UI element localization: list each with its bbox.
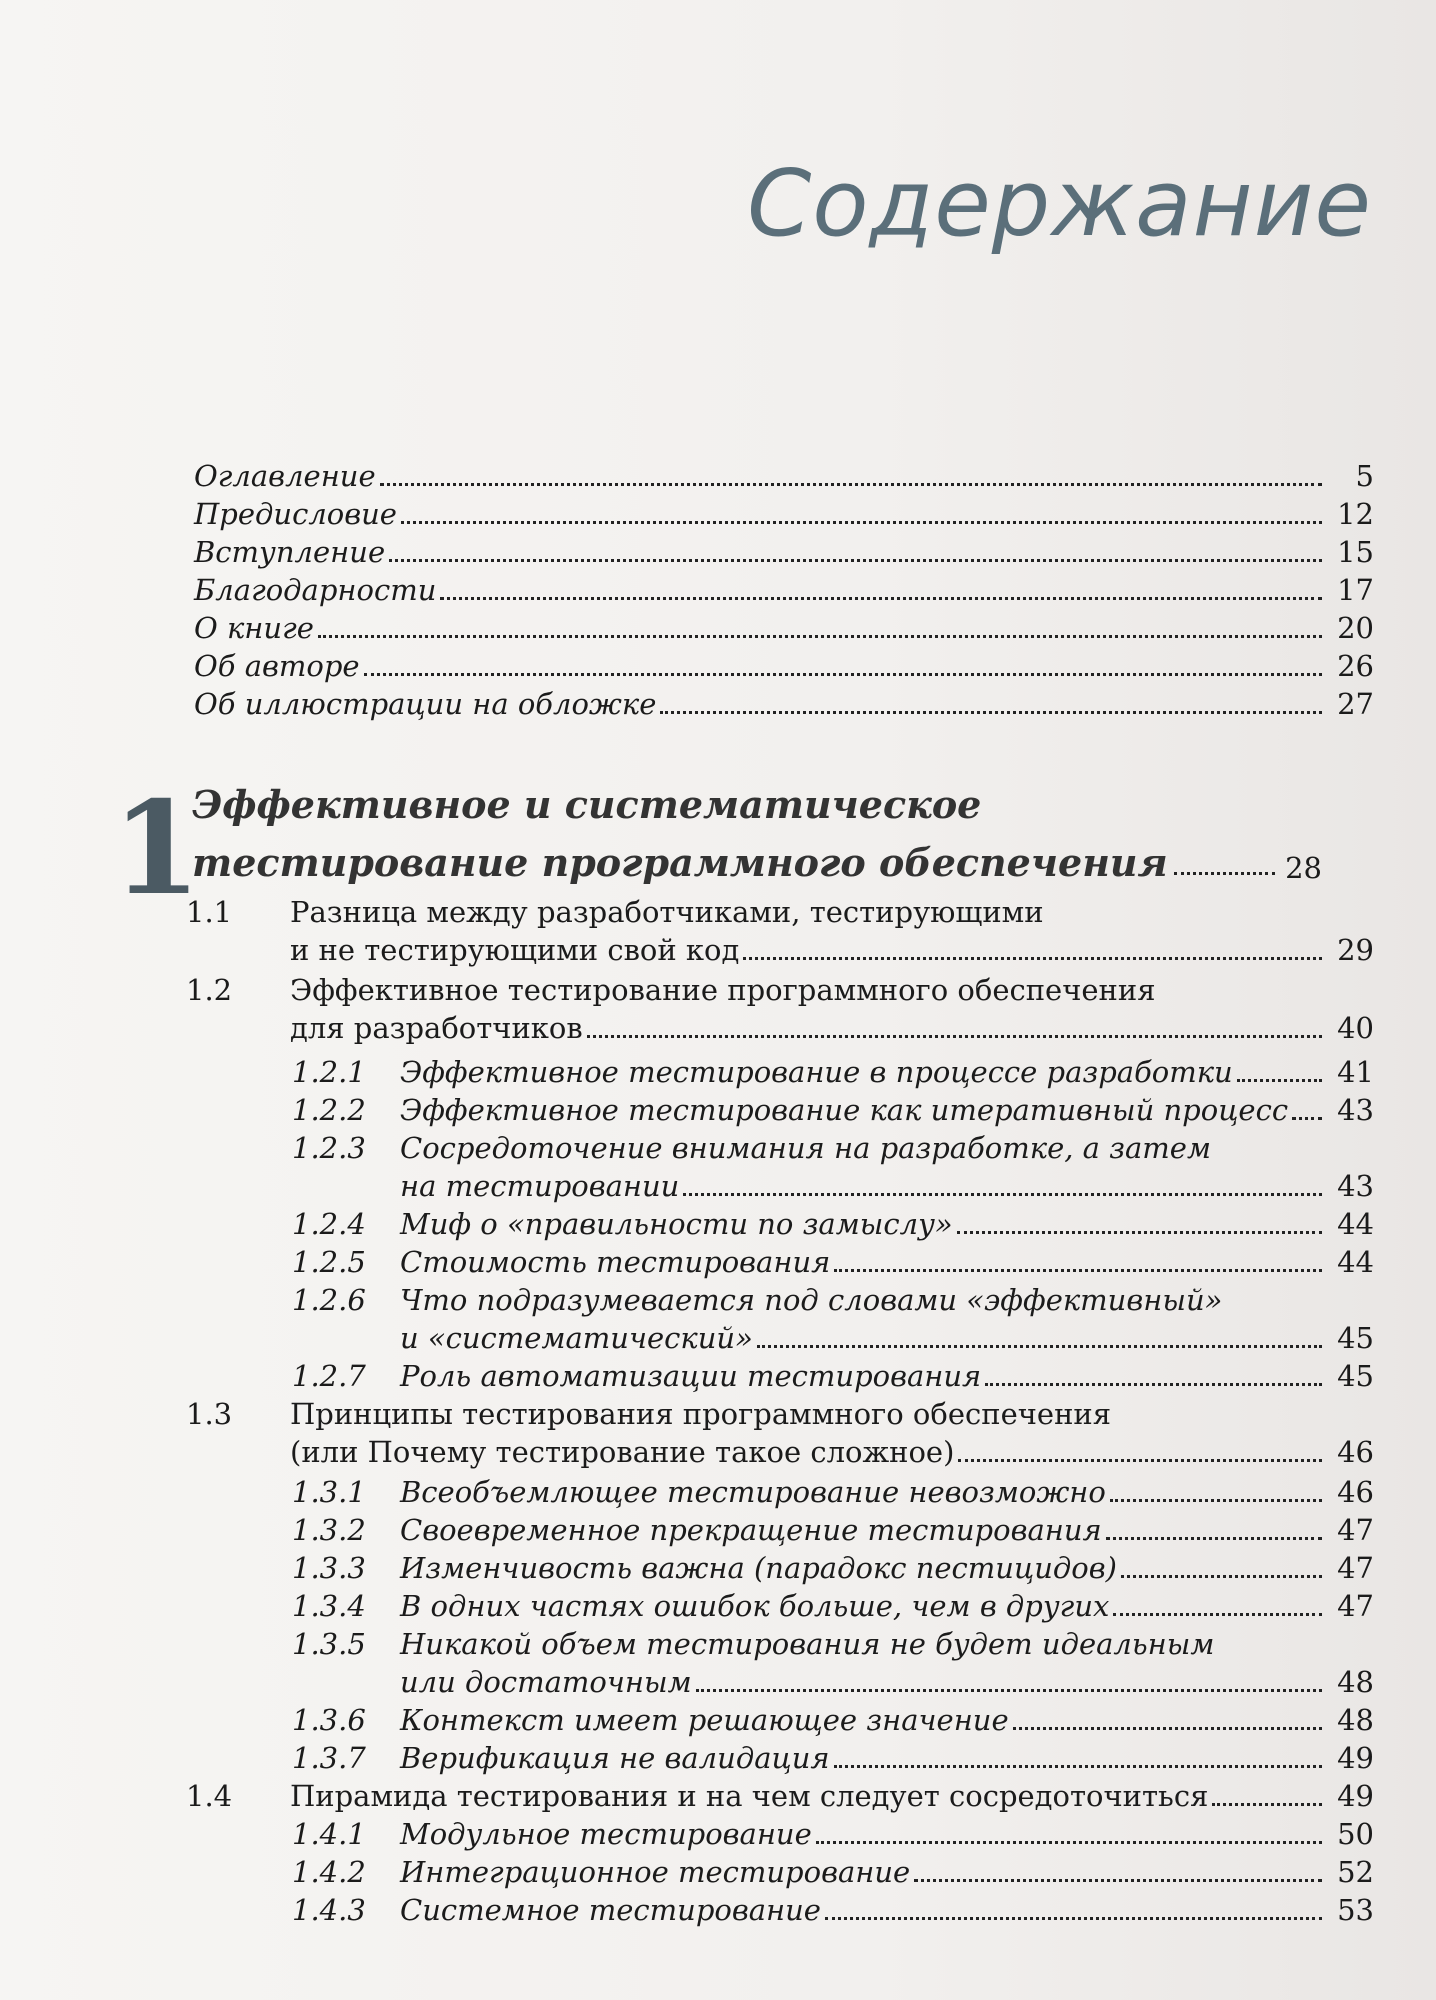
toc-section-item[interactable] bbox=[400, 1054, 1374, 1090]
toc-front-item[interactable] bbox=[194, 534, 1374, 570]
toc-entry-title: Стоимость тестирования bbox=[400, 1245, 831, 1279]
dot-leader bbox=[1113, 1613, 1322, 1616]
toc-entry-title: Системное тестирование bbox=[400, 1893, 821, 1927]
section-number: 1.2.3 bbox=[292, 1131, 366, 1165]
toc-section-item[interactable] bbox=[400, 1320, 1374, 1356]
toc-entry-title: и не тестирующими свой код bbox=[290, 933, 740, 967]
section-number: 1.3.3 bbox=[292, 1551, 366, 1585]
section-number: 1.2.2 bbox=[292, 1093, 366, 1127]
toc-entry-title: для разработчиков bbox=[290, 1011, 583, 1045]
dot-leader bbox=[1237, 1079, 1322, 1082]
toc-front-item[interactable] bbox=[194, 648, 1374, 684]
dot-leader bbox=[587, 1035, 1322, 1038]
toc-section-item[interactable] bbox=[290, 1434, 1374, 1470]
dot-leader bbox=[957, 1231, 1322, 1234]
section-number: 1.2.7 bbox=[292, 1359, 366, 1393]
section-number: 1.2.6 bbox=[292, 1283, 366, 1317]
toc-page-number: 49 bbox=[1337, 1779, 1374, 1813]
toc-front-item[interactable] bbox=[194, 458, 1374, 494]
toc-section-item[interactable] bbox=[290, 1010, 1374, 1046]
section-number: 1.2.4 bbox=[292, 1207, 366, 1241]
toc-page-number: 20 bbox=[1337, 611, 1374, 645]
section-number: 1.2 bbox=[186, 973, 233, 1007]
dot-leader bbox=[380, 483, 1322, 486]
toc-section-item[interactable] bbox=[400, 1892, 1374, 1928]
dot-leader bbox=[1110, 1499, 1322, 1502]
toc-page-number: 40 bbox=[1337, 1011, 1374, 1045]
toc-page-number: 45 bbox=[1337, 1359, 1374, 1393]
toc-entry-title: Пирамида тестирования и на чем следует сосредоточиться bbox=[290, 1779, 1209, 1813]
toc-page-number: 12 bbox=[1337, 497, 1374, 531]
dot-leader bbox=[816, 1841, 1322, 1844]
section-number: 1.4 bbox=[186, 1779, 233, 1813]
toc-page-number: 26 bbox=[1337, 649, 1374, 683]
chapter-number: 1 bbox=[112, 774, 202, 924]
section-number: 1.3.4 bbox=[292, 1589, 366, 1623]
section-number: 1.2.1 bbox=[292, 1055, 366, 1089]
toc-page-number: 41 bbox=[1337, 1055, 1374, 1089]
toc-entry-title: Всеобъемлющее тестирование невозможно bbox=[400, 1475, 1106, 1509]
toc-entry-title: и «систематический» bbox=[400, 1321, 753, 1355]
toc-section-item[interactable] bbox=[400, 1702, 1374, 1738]
toc-section-item[interactable] bbox=[400, 1358, 1374, 1394]
toc-entry-title: Об авторе bbox=[194, 649, 360, 683]
toc-page-number: 43 bbox=[1337, 1169, 1374, 1203]
toc-entry-title: Об иллюстрации на обложке bbox=[194, 687, 657, 721]
toc-entry-title: Интеграционное тестирование bbox=[400, 1855, 911, 1889]
toc-section-item[interactable] bbox=[400, 1816, 1374, 1852]
toc-entry-title: О книге bbox=[194, 611, 314, 645]
toc-page-number: 29 bbox=[1337, 933, 1374, 967]
toc-entry-title: Эффективное тестирование в процессе разработки bbox=[400, 1055, 1233, 1089]
dot-leader bbox=[1121, 1575, 1322, 1578]
toc-section-item[interactable] bbox=[400, 1740, 1374, 1776]
toc-front-item[interactable] bbox=[194, 686, 1374, 722]
toc-section-item[interactable] bbox=[400, 1512, 1374, 1548]
toc-entry-title-line: Сосредоточение внимания на разработке, а затем bbox=[400, 1131, 1211, 1165]
toc-entry-title-line: Что подразумевается под словами «эффективный» bbox=[400, 1283, 1223, 1317]
dot-leader bbox=[696, 1689, 1322, 1692]
dot-leader bbox=[1292, 1117, 1322, 1120]
toc-page-number: 43 bbox=[1337, 1093, 1374, 1127]
toc-section-item[interactable] bbox=[400, 1854, 1374, 1890]
section-number: 1.3.1 bbox=[292, 1475, 366, 1509]
toc-page-number: 46 bbox=[1337, 1475, 1374, 1509]
toc-section-item[interactable] bbox=[400, 1664, 1374, 1700]
toc-section-item[interactable] bbox=[400, 1588, 1374, 1624]
dot-leader bbox=[834, 1765, 1322, 1768]
dot-leader bbox=[318, 635, 1322, 638]
toc-page-number: 46 bbox=[1337, 1435, 1374, 1469]
section-number: 1.3.6 bbox=[292, 1703, 366, 1737]
toc-entry-title: Изменчивость важна (парадокс пестицидов) bbox=[400, 1551, 1117, 1585]
toc-entry-title-line: Эффективное тестирование программного обеспечения bbox=[290, 973, 1156, 1007]
dot-leader bbox=[825, 1917, 1322, 1920]
toc-entry-title-line: Никакой объем тестирования не будет идеальным bbox=[400, 1627, 1215, 1661]
page-title: Содержание bbox=[747, 150, 1372, 257]
dot-leader bbox=[1212, 1803, 1322, 1806]
toc-entry-title: Миф о «правильности по замыслу» bbox=[400, 1207, 953, 1241]
toc-entry-title: Роль автоматизации тестирования bbox=[400, 1359, 982, 1393]
toc-page-number: 27 bbox=[1337, 687, 1374, 721]
toc-page-number: 44 bbox=[1337, 1245, 1374, 1279]
toc-page-number: 45 bbox=[1337, 1321, 1374, 1355]
toc-section-item[interactable] bbox=[290, 932, 1374, 968]
dot-leader bbox=[683, 1193, 1322, 1196]
section-number: 1.4.1 bbox=[292, 1817, 366, 1851]
section-number: 1.1 bbox=[186, 895, 233, 929]
dot-leader bbox=[914, 1879, 1322, 1882]
toc-entry-title: Эффективное тестирование как итеративный процесс bbox=[400, 1093, 1289, 1127]
chapter-page-number: 28 bbox=[1285, 851, 1322, 885]
toc-entry-title: Оглавление bbox=[194, 459, 376, 493]
toc-section-item[interactable] bbox=[400, 1092, 1374, 1128]
toc-entry-title: (или Почему тестирование такое сложное) bbox=[290, 1435, 955, 1469]
toc-page-number: 50 bbox=[1337, 1817, 1374, 1851]
toc-entry-title-line: Принципы тестирования программного обеспечения bbox=[290, 1397, 1112, 1431]
toc-front-item[interactable] bbox=[194, 496, 1374, 532]
toc-entry-title: на тестировании bbox=[400, 1169, 680, 1203]
toc-front-item[interactable] bbox=[194, 610, 1374, 646]
toc-section-item[interactable] bbox=[290, 1778, 1374, 1814]
dot-leader bbox=[985, 1383, 1322, 1386]
section-number: 1.4.3 bbox=[292, 1893, 366, 1927]
toc-entry-title: Своевременное прекращение тестирования bbox=[400, 1513, 1102, 1547]
toc-entry-title: или достаточным bbox=[400, 1665, 692, 1699]
section-number: 1.3 bbox=[186, 1397, 233, 1431]
toc-section-item[interactable] bbox=[400, 1244, 1374, 1280]
dot-leader bbox=[1013, 1727, 1322, 1730]
dot-leader bbox=[1174, 872, 1275, 875]
toc-front-item[interactable] bbox=[194, 572, 1374, 608]
dot-leader bbox=[389, 559, 1322, 562]
section-number: 1.3.5 bbox=[292, 1627, 366, 1661]
toc-entry-title: Модульное тестирование bbox=[400, 1817, 812, 1851]
dot-leader bbox=[660, 711, 1322, 714]
chapter-title-line1: Эффективное и систематическое bbox=[192, 782, 982, 827]
toc-page-number: 49 bbox=[1337, 1741, 1374, 1775]
dot-leader bbox=[401, 521, 1322, 524]
toc-entry-title-line: Разница между разработчиками, тестирующими bbox=[290, 895, 1044, 929]
toc-page-number: 52 bbox=[1337, 1855, 1374, 1889]
toc-section-item[interactable] bbox=[400, 1206, 1374, 1242]
toc-entry-title: Верификация не валидация bbox=[400, 1741, 830, 1775]
toc-page-number: 17 bbox=[1337, 573, 1374, 607]
toc-entry-title: Предисловие bbox=[194, 497, 397, 531]
toc-page-number: 48 bbox=[1337, 1665, 1374, 1699]
toc-entry-title: Благодарности bbox=[194, 573, 437, 607]
section-number: 1.4.2 bbox=[292, 1855, 366, 1889]
toc-page-number: 47 bbox=[1337, 1513, 1374, 1547]
chapter-title-row[interactable] bbox=[192, 840, 1322, 885]
toc-entry-title: Вступление bbox=[194, 535, 386, 569]
toc-page-number: 47 bbox=[1337, 1551, 1374, 1585]
toc-page-number: 15 bbox=[1337, 535, 1374, 569]
toc-page-number: 48 bbox=[1337, 1703, 1374, 1737]
toc-page-number: 44 bbox=[1337, 1207, 1374, 1241]
toc-entry-title: В одних частях ошибок больше, чем в других bbox=[400, 1589, 1110, 1623]
dot-leader bbox=[743, 957, 1322, 960]
toc-section-item[interactable] bbox=[400, 1474, 1374, 1510]
toc-page-number: 53 bbox=[1337, 1893, 1374, 1927]
toc-section-item[interactable] bbox=[400, 1550, 1374, 1586]
toc-entry-title: Контекст имеет решающее значение bbox=[400, 1703, 1009, 1737]
dot-leader bbox=[834, 1269, 1322, 1272]
chapter-title-line2: тестирование программного обеспечения bbox=[192, 840, 1168, 885]
dot-leader bbox=[958, 1459, 1322, 1462]
section-number: 1.3.7 bbox=[292, 1741, 366, 1775]
dot-leader bbox=[440, 597, 1322, 600]
section-number: 1.3.2 bbox=[292, 1513, 366, 1547]
dot-leader bbox=[1106, 1537, 1322, 1540]
toc-page-number: 5 bbox=[1355, 459, 1374, 493]
dot-leader bbox=[364, 673, 1322, 676]
toc-page-number: 47 bbox=[1337, 1589, 1374, 1623]
dot-leader bbox=[757, 1345, 1322, 1348]
toc-section-item[interactable] bbox=[400, 1168, 1374, 1204]
section-number: 1.2.5 bbox=[292, 1245, 366, 1279]
